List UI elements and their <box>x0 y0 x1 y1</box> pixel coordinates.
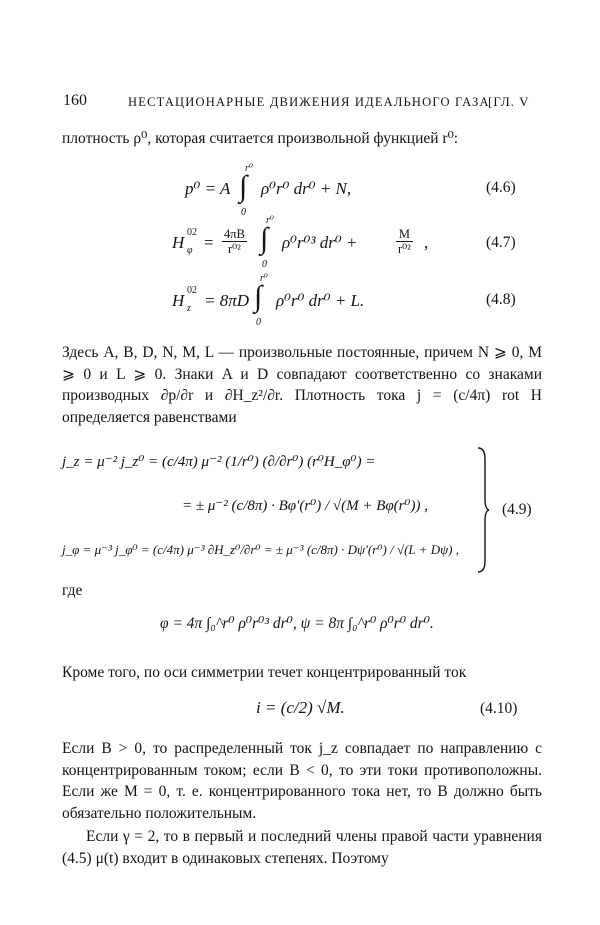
eq46-lhs: p⁰ = A <box>185 179 231 198</box>
integral-sign: ∫ <box>260 222 269 255</box>
eq48-lhs-sup: 02 <box>187 285 197 296</box>
eq46-lower-limit: 0 <box>241 207 246 218</box>
eq48-rhs: = 8πD <box>204 291 250 310</box>
eq47-number: (4.7) <box>486 234 516 251</box>
eq46-upper-limit: r⁰ <box>245 163 253 174</box>
paragraph-sign-of-B: Если B > 0, то распределенный ток j_z совпадает по направлению с концентрированным током; если B < 0, то эти токи противоположны. Если же M = 0, т. е. концентрированного тока нет, то B должно быть обязательно положительным. <box>62 740 542 822</box>
eq47-lhs: H <box>172 233 185 252</box>
eq49-line1: j_z = μ⁻² j_z⁰ = (c/4π) μ⁻² (1/r⁰) (∂/∂r⁰) (r⁰H_φ⁰) = <box>62 454 376 470</box>
eq48-upper-limit: r⁰ <box>260 273 268 284</box>
frac-denominator: r⁰² <box>227 242 241 256</box>
eq49-line3: j_φ = μ⁻³ j_φ⁰ = (c/4π) μ⁻³ ∂H_z⁰/∂r⁰ = ± μ⁻³ (c/8π) · Dψ′(r⁰) / √(L + Dψ) , <box>62 542 459 557</box>
eq46-integrand: ρ⁰r⁰ dr⁰ + N, <box>261 179 352 198</box>
eq47-lhs-sub: φ <box>187 245 193 256</box>
eq47-fraction <box>222 227 247 256</box>
eq48-integrand: ρ⁰r⁰ dr⁰ + L. <box>276 291 365 310</box>
eq47-lhs-sup: 02 <box>187 227 197 238</box>
eq47-equals: = <box>204 233 214 252</box>
paragraph-gamma: Если γ = 2, то в первый и последний члены правой части уравнения (4.5) μ(t) входит в одинаковых степенях. Поэтому <box>62 828 542 867</box>
equation-4-6 <box>185 163 485 218</box>
eq46-number: (4.6) <box>486 179 516 196</box>
intro-line: плотность ρ⁰, которая считается произвольной функцией r⁰: <box>62 130 459 147</box>
equation-4-8 <box>172 275 472 327</box>
eq49-line2: = ± μ⁻² (c/8π) · Bφ′(r⁰) / √(M + Bφ(r⁰)) , <box>182 498 429 514</box>
right-brace-icon <box>476 447 490 573</box>
eq410: i = (c/2) √M. <box>256 698 345 717</box>
paragraph-concentrated-current: Кроме того, по оси симметрии течет концентрированный ток <box>62 664 467 681</box>
page-number: 160 <box>63 92 87 109</box>
eq48-lhs: H <box>172 291 185 310</box>
eq47-lower-limit: 0 <box>262 259 267 270</box>
chapter-label: [ГЛ. V <box>488 94 530 109</box>
eq48-lower-limit: 0 <box>256 317 261 328</box>
eq49-number: (4.9) <box>502 501 532 518</box>
frac-denominator: r⁰² <box>398 242 411 256</box>
where-label: где <box>62 582 83 599</box>
integral-sign: ∫ <box>254 280 263 313</box>
eq47-tail: , <box>424 233 429 252</box>
eq47-upper-limit: r⁰ <box>266 215 274 226</box>
eq48-number: (4.8) <box>486 291 516 308</box>
frac-numerator: 4πB <box>224 227 245 241</box>
eq48-lhs-sub: z <box>187 303 191 314</box>
eq47-fraction-2 <box>396 227 413 256</box>
eq-phi-psi: φ = 4π ∫₀^r⁰ ρ⁰r⁰³ dr⁰, ψ = 8π ∫₀^r⁰ ρ⁰r⁰ dr⁰. <box>160 615 434 632</box>
eq47-integrand: ρ⁰r⁰³ dr⁰ + <box>282 233 358 252</box>
equation-4-7 <box>172 215 472 271</box>
paragraph-constants: Здесь A, B, D, N, M, L — произвольные постоянные, причем N ⩾ 0, M ⩾ 0 и L ⩾ 0. Знаки A и D совпадают соответственно со знаками производных ∂p/∂r и ∂H_z²/∂r. Плотность тока j = (c/4π) rot H определяется равенствами <box>62 344 542 426</box>
eq410-number: (4.10) <box>480 700 518 717</box>
integral-sign: ∫ <box>239 170 248 203</box>
frac-numerator: M <box>396 227 413 242</box>
running-title: НЕСТАЦИОНАРНЫЕ ДВИЖЕНИЯ ИДЕАЛЬНОГО ГАЗА <box>128 95 490 109</box>
